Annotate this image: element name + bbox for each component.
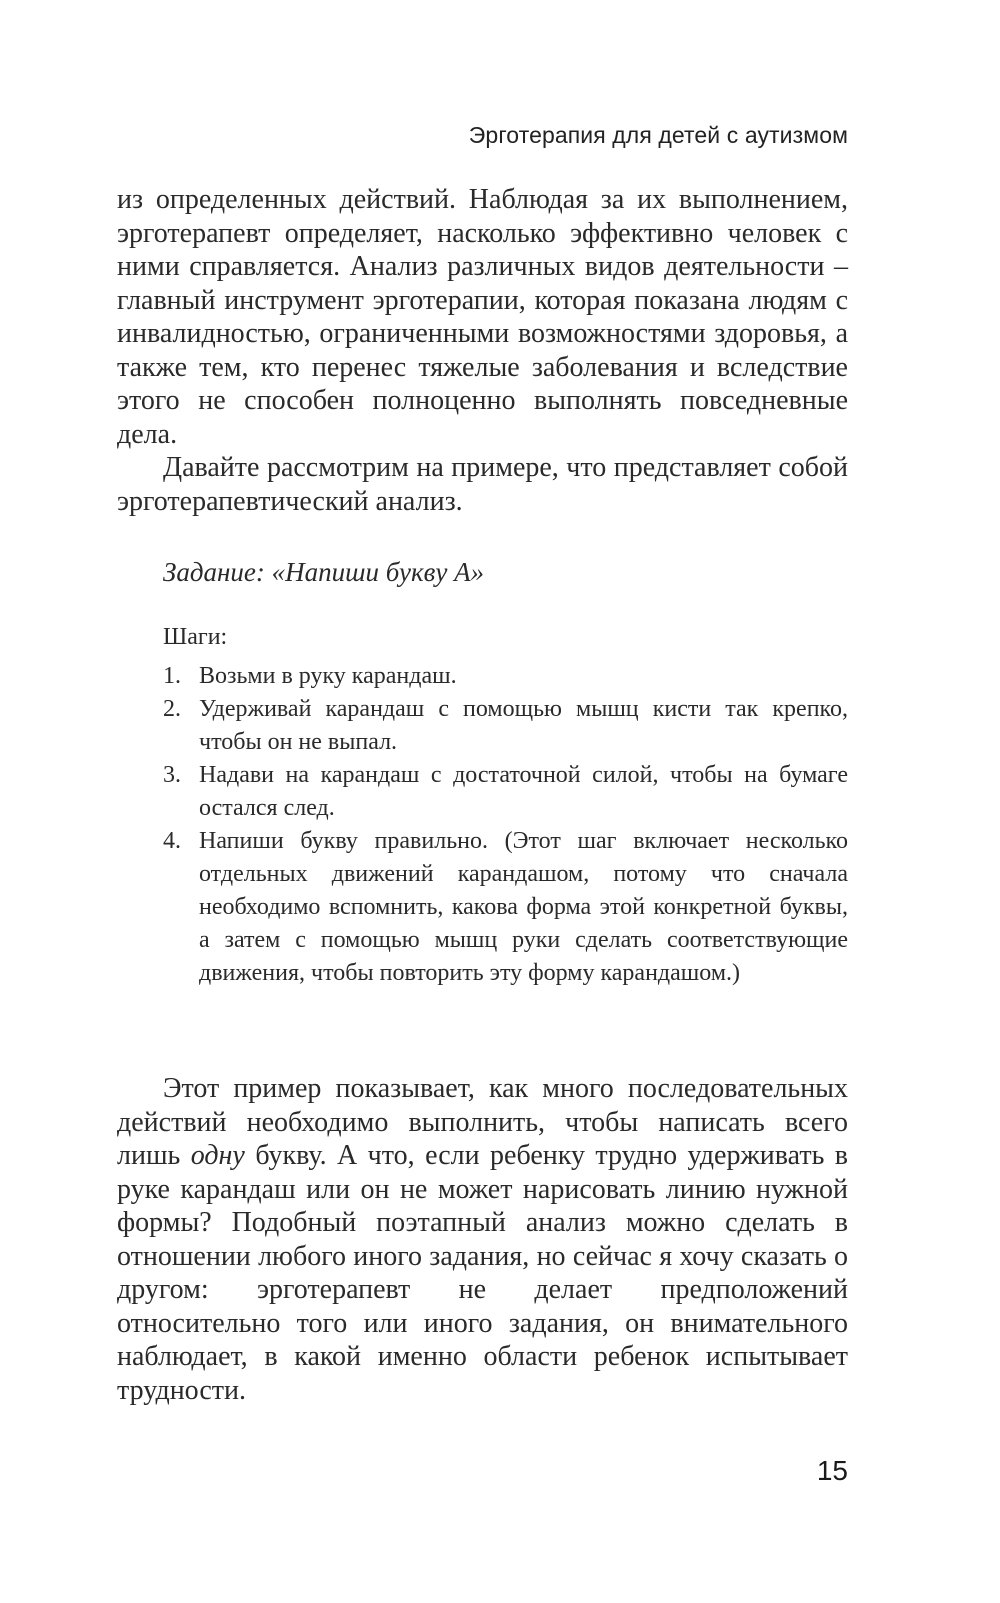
running-header: Эрготерапия для детей с аутизмом — [468, 122, 848, 148]
step-number: 2. — [163, 696, 181, 722]
intro-paragraph-continued: из определенных действий. Наблюдая за их выполнением, эрготерапевт определяет, насколько эффективно человек с ними справляется. Анализ различных видов деятельности – главный инструмент эрготерапии, которая показана людям с инвалидностью, ограниченными возможностями здоровья, а также тем, кто перенес тяжелые заболевания и вследствие этого не способен полноценно выполнять повседневные дела. — [117, 184, 848, 450]
intro-text — [117, 183, 848, 518]
step-number: 4. — [163, 828, 181, 854]
steps-list — [163, 660, 848, 990]
steps-label: Шаги: — [163, 624, 228, 650]
step-item — [163, 759, 848, 825]
step-item — [163, 825, 848, 990]
step-text: Возьми в руку карандаш. — [199, 663, 457, 689]
emphasis-word: одну — [190, 1140, 245, 1171]
step-text: Надави на карандаш с достаточной силой, чтобы на бумаге остался след. — [199, 762, 848, 821]
step-text: Удерживай карандаш с помощью мышц кисти так крепко, чтобы он не выпал. — [199, 696, 848, 755]
conclusion-text-part2: букву. А что, если ребенку трудно удерживать в руке карандаш или он не может нарисовать линию нужной формы? Подобный поэтапный анализ можно сделать в отношении любого иного задания, но сейчас я хочу сказать о другом: эрготерапевт не делает предположений относительно того или иного задания, он внимательного наблюдает, в какой именно области ребенок испытывает трудности. — [117, 1140, 849, 1406]
step-number: 1. — [163, 663, 181, 689]
conclusion-text-part1: Этот пример показывает, как много последовательных действий необходимо выполнить, чтобы написать всего лишь — [117, 1073, 848, 1171]
step-number: 3. — [163, 762, 181, 788]
step-text: Напиши букву правильно. (Этот шаг включает несколько отдельных движений карандашом, потому что сначала необходимо вспомнить, какова форма этой конкретной буквы, а затем с помощью мышц руки сделать соответствующие движения, чтобы повторить эту форму карандашом.) — [199, 828, 848, 986]
page-number: 15 — [816, 1455, 848, 1486]
intro-paragraph: Давайте рассмотрим на примере, что представляет собой эрготерапевтический анализ. — [117, 452, 848, 517]
conclusion-text — [117, 1072, 848, 1407]
conclusion-paragraph — [117, 1072, 848, 1407]
step-item — [163, 660, 848, 693]
task-title: Задание: «Напиши букву А» — [163, 557, 485, 587]
step-item — [163, 693, 848, 759]
